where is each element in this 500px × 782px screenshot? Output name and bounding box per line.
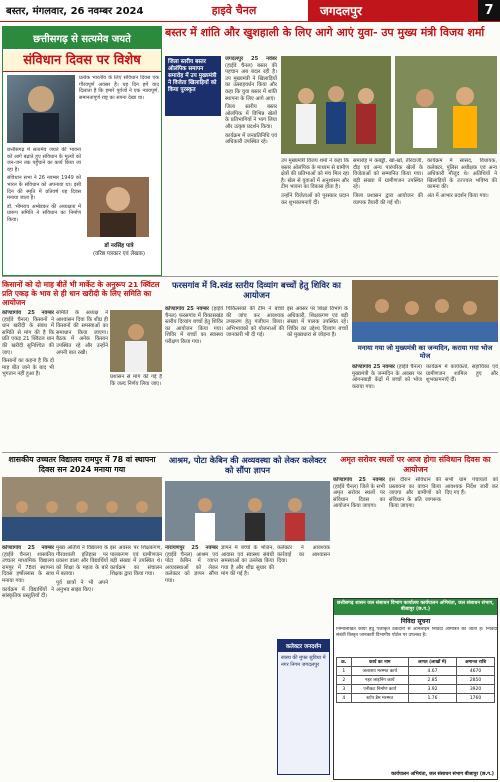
tender-cell: स्टॉप डेम मरम्मत — [351, 694, 408, 703]
tender-cell: 4.67 — [408, 667, 456, 676]
tender-cell: 1760 — [457, 694, 495, 703]
ashram-col-2: ज्ञापन में बच्चों के भोजन, आवास एवं स्वास्थ्य संबंधी समस्याओं का उल्लेख किया गया है और शीघ्र सुधार की मांग की गई है। — [221, 545, 274, 578]
tender-row — [337, 667, 495, 676]
school-col-2: मुख्य अतिथि ने विद्यालय के गौरवशाली इतिहास पर प्रकाश डाला और विद्यार्थियों को शिक्षा के महत्व के बारे में बताया। पूर्व छात्रों ने भी अपने अनुभव साझा किए। — [56, 545, 108, 593]
camp-col-1: कोण्डागांव 25 नवम्बर (हाईवे चैनल) फरसगांव में विकासखंड स्तरीय दिव्यांग बच्चों हेतु शिविर का आयोजन किया गया। शिविर में बच्चों का स्वास्थ्य परीक्षण किया गया। — [165, 306, 223, 345]
tender-cell: 4670 — [457, 667, 495, 676]
sidebar-banner: छत्तीसगढ़ से सत्यमेव जयते — [3, 27, 161, 49]
birthday-dateline: कोण्डागांव 25 नवम्बर — [352, 364, 395, 370]
lead-col-3: समारोह में कबड्डी, खो-खो, तीरंदाजी, दौड़ एवं अन्य पारंपरिक खेलों के विजेताओं को सम्मानित किया गया। बड़ी संख्या में ग्रामीणजन उपस्थित रहे। जिला प्रशासन द्वारा आयोजन की व्यापक तैयारी की गई थी। — [353, 158, 423, 206]
camp-dateline: कोण्डागांव 25 नवम्बर — [165, 306, 209, 312]
lead-subhead: जिला स्तरीय बस्तर ओलंपिक समापन समारोह में उप मुख्यमंत्री ने विजेता खिलाड़ियों को किया पुरस्कृत — [168, 59, 217, 93]
farmers-headline: किसानों को दो माह बीतें भी मार्केट के अनुरूप 21 क्विंटल प्रति एकड़ के भाव से ही धान खरीदी के लिए समिति का आयोजन — [2, 280, 160, 307]
ashram-story — [165, 455, 330, 780]
tender-cell: 4 — [337, 694, 352, 703]
ad-box-line: स्वस्थ की मुफ्त सुविधा में नगर निगम जगदलपुर — [281, 655, 326, 668]
farmers-story — [2, 280, 162, 450]
page-number: 7 — [478, 0, 500, 21]
school-headline: शासकीय उच्चतर विद्यालय रामपुर में 78 वां स्थापना दिवस सन 2024 मनाया गया — [8, 455, 156, 474]
tender-col-header: अमानत राशि — [457, 658, 495, 667]
samvidhan-headline: अमृत सरोवर स्थलों पर आज होगा संविधान दिवस का आयोजन — [340, 455, 491, 474]
tender-cell: 3920 — [457, 685, 495, 694]
tender-col-header: लागत (लाखों में) — [408, 658, 456, 667]
camp-story — [165, 280, 348, 450]
tender-table-header — [337, 658, 495, 667]
birthday-col-2: कार्यक्रम में कार्यकर्ता, सहायिका एवं ग्रामीणजन शामिल हुए और शुभकामनाएँ दीं। — [426, 364, 498, 384]
author-name: डॉ नरसिंह पात्रे — [104, 243, 134, 249]
author-photo — [87, 177, 149, 237]
school-col-3: इस अवसर पर शिक्षकगण, पालकगण एवं ग्रामीणजन बड़ी संख्या में उपस्थित थे। कार्यक्रम का संचालन शिक्षक द्वारा किया गया। — [110, 545, 162, 578]
tender-header: छत्तीसगढ़ शासन जल संसाधन विभाग कार्यालय कार्यपालन अभियंता, जल संसाधन संभाग, बीजापुर (छ.ग.) — [334, 599, 497, 615]
samvidhan-col-2: इस दौरान संविधान की प्रस्तावना का वाचन किया जाएगा और ग्रामीणों को संविधान के प्रति जागरूक किया जाएगा। — [389, 477, 441, 510]
ashram-headline: आश्रम, पोटा केबिन की अव्यवस्था को लेकर कलेक्टर को सौंपा ज्ञापन — [168, 455, 327, 475]
person-icon — [87, 177, 149, 237]
children-image-icon — [352, 280, 498, 342]
tender-table-wrap — [334, 657, 497, 703]
divider-h1 — [2, 276, 498, 277]
tender-cell: 1 — [337, 667, 352, 676]
memorandum-image-icon — [165, 481, 330, 541]
farmers-col-3: प्रशासन से मांग की गई है कि जल्द निर्णय लिया जाए। — [110, 374, 162, 387]
tender-cell: 2.85 — [408, 676, 456, 685]
ambedkar-photo — [7, 75, 75, 143]
farmers-col-2: समिति के अध्यक्ष ने आश्वासन दिया कि शीघ्र ही किसानों की समस्याओं का समाधान किया जाएगा। बैठक में अनेक किसान उपस्थित रहे और उन्होंने अपनी बात रखी। — [56, 310, 108, 356]
tender-row — [337, 676, 495, 685]
school-col-1: कोण्डागांव 25 नवम्बर (हाईवे चैनल) शासकीय उच्चतर माध्यमिक विद्यालय रामपुर में 78वां स्थापना दिवस हर्षोल्लास के साथ मनाया गया। कार्यक्रम में विद्यार्थियों ने सांस्कृतिक प्रस्तुतियाँ दीं। — [2, 545, 54, 600]
masthead-bar — [0, 0, 500, 22]
lead-dateline: जगदलपुर 25 नवंबर — [225, 56, 277, 62]
students-image-icon — [2, 477, 162, 541]
paper-name: हाइवे चैनल — [160, 0, 308, 21]
farmers-dateline: कोण्डागांव 25 नवम्बर — [2, 310, 54, 316]
school-story — [2, 455, 162, 780]
lead-subhead-box — [165, 56, 221, 116]
sidebar-intro-text: प्रत्येक भारतीय के लिए संविधान दिवस एक गौरवपूर्ण अवसर है। यह दिन हमें याद दिलाता है कि हमारे पूर्वजों ने एक न्यायपूर्ण, समानतापूर्ण राष्ट्र का सपना देखा था। — [79, 75, 159, 101]
tender-cell: एनीकट निर्माण कार्य — [351, 685, 408, 694]
samvidhan-dateline: कोण्डागांव 25 नवम्बर — [333, 477, 385, 483]
tender-cell: जलाशय मरम्मत कार्य — [351, 667, 408, 676]
lead-col-4: कार्यक्रम में सांसद, विधायक, कलेक्टर, पुलिस अधीक्षक एवं अन्य अधिकारी मौजूद थे। अतिथियों ने खिलाड़ियों के उज्ज्वल भविष्य की कामना की। अंत में आभार प्रदर्शन किया गया। — [427, 158, 497, 199]
tender-cell: 1.76 — [408, 694, 456, 703]
ashram-col-3: कलेक्टर ने आवश्यक कार्रवाई का आश्वासन दिया। — [277, 545, 330, 565]
author-role: (वरिष्ठ पत्रकार एवं लेखक) — [92, 251, 146, 257]
tender-row — [337, 685, 495, 694]
ceremony-image-icon — [395, 56, 497, 154]
camp-col-3: इस अवसर पर शिक्षा विभाग के अधिकारी, शिक्षकगण एवं बड़ी संख्या में पालक उपस्थित रहे। शिविर का उद्देश्य दिव्यांग बच्चों को मुख्यधारा से जोड़ना है। — [287, 306, 348, 339]
lead-story — [165, 26, 498, 272]
tender-table — [336, 657, 495, 703]
issue-date: बस्तर, मंगलवार, 26 नवम्बर 2024 — [0, 0, 160, 21]
tender-row — [337, 694, 495, 703]
tender-col-header: कार्य का नाम — [351, 658, 408, 667]
tender-cell: 2 — [337, 676, 352, 685]
school-dateline: कोण्डागांव 25 नवम्बर — [2, 545, 54, 551]
ashram-dateline: नारायणपुर 25 नवम्बर — [165, 545, 218, 551]
crowd-image-icon — [281, 56, 391, 154]
birthday-col-1: कोण्डागांव 25 नवम्बर (हाईवे चैनल) मुख्यमंत्री के जन्मदिन के अवसर पर आंगनबाड़ी केंद्रों में बच्चों को भोज कराया गया। — [352, 364, 422, 390]
lead-photo-side — [395, 56, 497, 154]
sidebar-feature — [2, 26, 162, 276]
samvidhan-col-3: सभी ग्राम पंचायतों को आवश्यक निर्देश जारी कर दिए गए हैं। — [445, 477, 498, 497]
divider-h2 — [2, 452, 498, 453]
tender-cell: 3.92 — [408, 685, 456, 694]
samvidhan-story — [333, 455, 498, 595]
samvidhan-col-1: कोण्डागांव 25 नवम्बर (हाईवे चैनल) जिले के सभी अमृत सरोवर स्थलों पर संविधान दिवस का आयोजन किया जाएगा। — [333, 477, 385, 510]
lead-col-1: जगदलपुर 25 नवंबर (हाईवे चैनल) बस्तर की पहचान अब बदल रही है। उप मुख्यमंत्री ने खिलाड़ियों का उत्साहवर्धन किया और कहा कि युवा बस्तर में शांति स्थापना के लिए आगे आएं। जिला स्तरीय बस्तर ओलंपिक में विभिन्न खेलों के प्रतिभागियों ने भाग लिया और उत्कृष्ट प्रदर्शन किया। कार्यक्रम में जनप्रतिनिधि एवं अधिकारी उपस्थित रहे। — [225, 56, 277, 146]
tender-cell: नहर लाइनिंग कार्य — [351, 676, 408, 685]
ashram-photo — [165, 481, 330, 541]
birthday-caption: मनाया गया जो मुख्यमंत्री का जन्मदिन, कराया गया भोज मोज — [357, 344, 493, 360]
sidebar-title: संविधान दिवस पर विशेष — [3, 51, 161, 72]
city-name: जगदलपुर — [308, 0, 478, 21]
ad-box — [277, 639, 330, 775]
tender-cell: 2850 — [457, 676, 495, 685]
farmers-image-icon — [110, 310, 162, 372]
school-photo — [2, 477, 162, 541]
tender-footer: कार्यपालन अभियंता, जल संसाधन संभाग बीजापुर (छ.ग.) — [391, 772, 494, 777]
portrait-icon — [7, 75, 75, 143]
lead-headline: बस्तर में शांति और खुशहाली के लिए आगे आएं युवा- उप मुख्य मंत्री विजय शर्मा — [165, 26, 485, 39]
ashram-col-1: नारायणपुर 25 नवम्बर (हाईवे चैनल) आश्रम एवं पोटा केबिन में व्याप्त अव्यवस्थाओं को लेकर कलेक्टर को ज्ञापन सौंपा गया। — [165, 545, 218, 584]
lead-col-2: उप मुख्यमंत्री विजय शर्मा ने कहा कि बस्तर ओलंपिक के माध्यम से ग्रामीण क्षेत्रों की प्रतिभाओं को मंच मिल रहा है। खेल से युवाओं में अनुशासन और टीम भावना का विकास होता है। उन्होंने विजेताओं को पुरस्कार प्रदान कर शुभकामनाएँ दीं। — [281, 158, 349, 206]
farmers-col-1: कोण्डागांव 25 नवम्बर (हाईवे चैनल) किसानों ने धान खरीदी के संबंध में समिति से मांग की है कि प्रति एकड़ 21 क्विंटल धान की खरीदी सुनिश्चित की जाए। किसानों का कहना है कि दो माह बीत जाने के बाद भी भुगतान नहीं हुआ है। — [2, 310, 54, 378]
birthday-photo — [352, 280, 498, 342]
tender-cell: 3 — [337, 685, 352, 694]
lead-photo-main — [281, 56, 391, 154]
farmers-photo — [110, 310, 162, 372]
tender-col-header: क्र. — [337, 658, 352, 667]
camp-col-2: चिकित्सकों की टीम ने बच्चों की जांच कर आवश्यक उपकरण हेतु पंजीयन किया। अभिभावकों को योजनाओं की जानकारी भी दी गई। — [226, 306, 284, 339]
sidebar-body-text: छत्तीसगढ़ में सत्यमेव जयते की भावना को आगे बढ़ाते हुए संविधान के मूल्यों को जन-जन तक पहुँचाने का कार्य किया जा रहा है। संविधान सभा ने 26 नवम्बर 1949 को भारत के संविधान को अपनाया था। इसी दिन की स्मृति में प्रतिवर्ष यह दिवस मनाया जाता है। डॉ. भीमराव अम्बेडकर की अध्यक्षता में प्रारूप समिति ने संविधान का निर्माण किया। — [7, 147, 81, 223]
camp-headline: फरसगांव में वि.स्वंड स्तरीय दिव्यांग बच्चों हेतु शिविर का आयोजन — [172, 280, 341, 300]
birthday-story — [352, 280, 498, 450]
ad-box-title: कलेक्टर जनदर्शन — [278, 640, 329, 652]
tender-notice — [333, 598, 498, 780]
tender-sub: निविदा सूचना — [400, 618, 431, 625]
tender-body: निम्नलिखित कार्यों हेतु पंजीकृत ठेकेदारों से ऑनलाइन निविदा आमंत्रित की जाती है। निविदा संबंधी विस्तृत जानकारी विभागीय पोर्टल पर उपलब्ध है। — [336, 627, 497, 638]
